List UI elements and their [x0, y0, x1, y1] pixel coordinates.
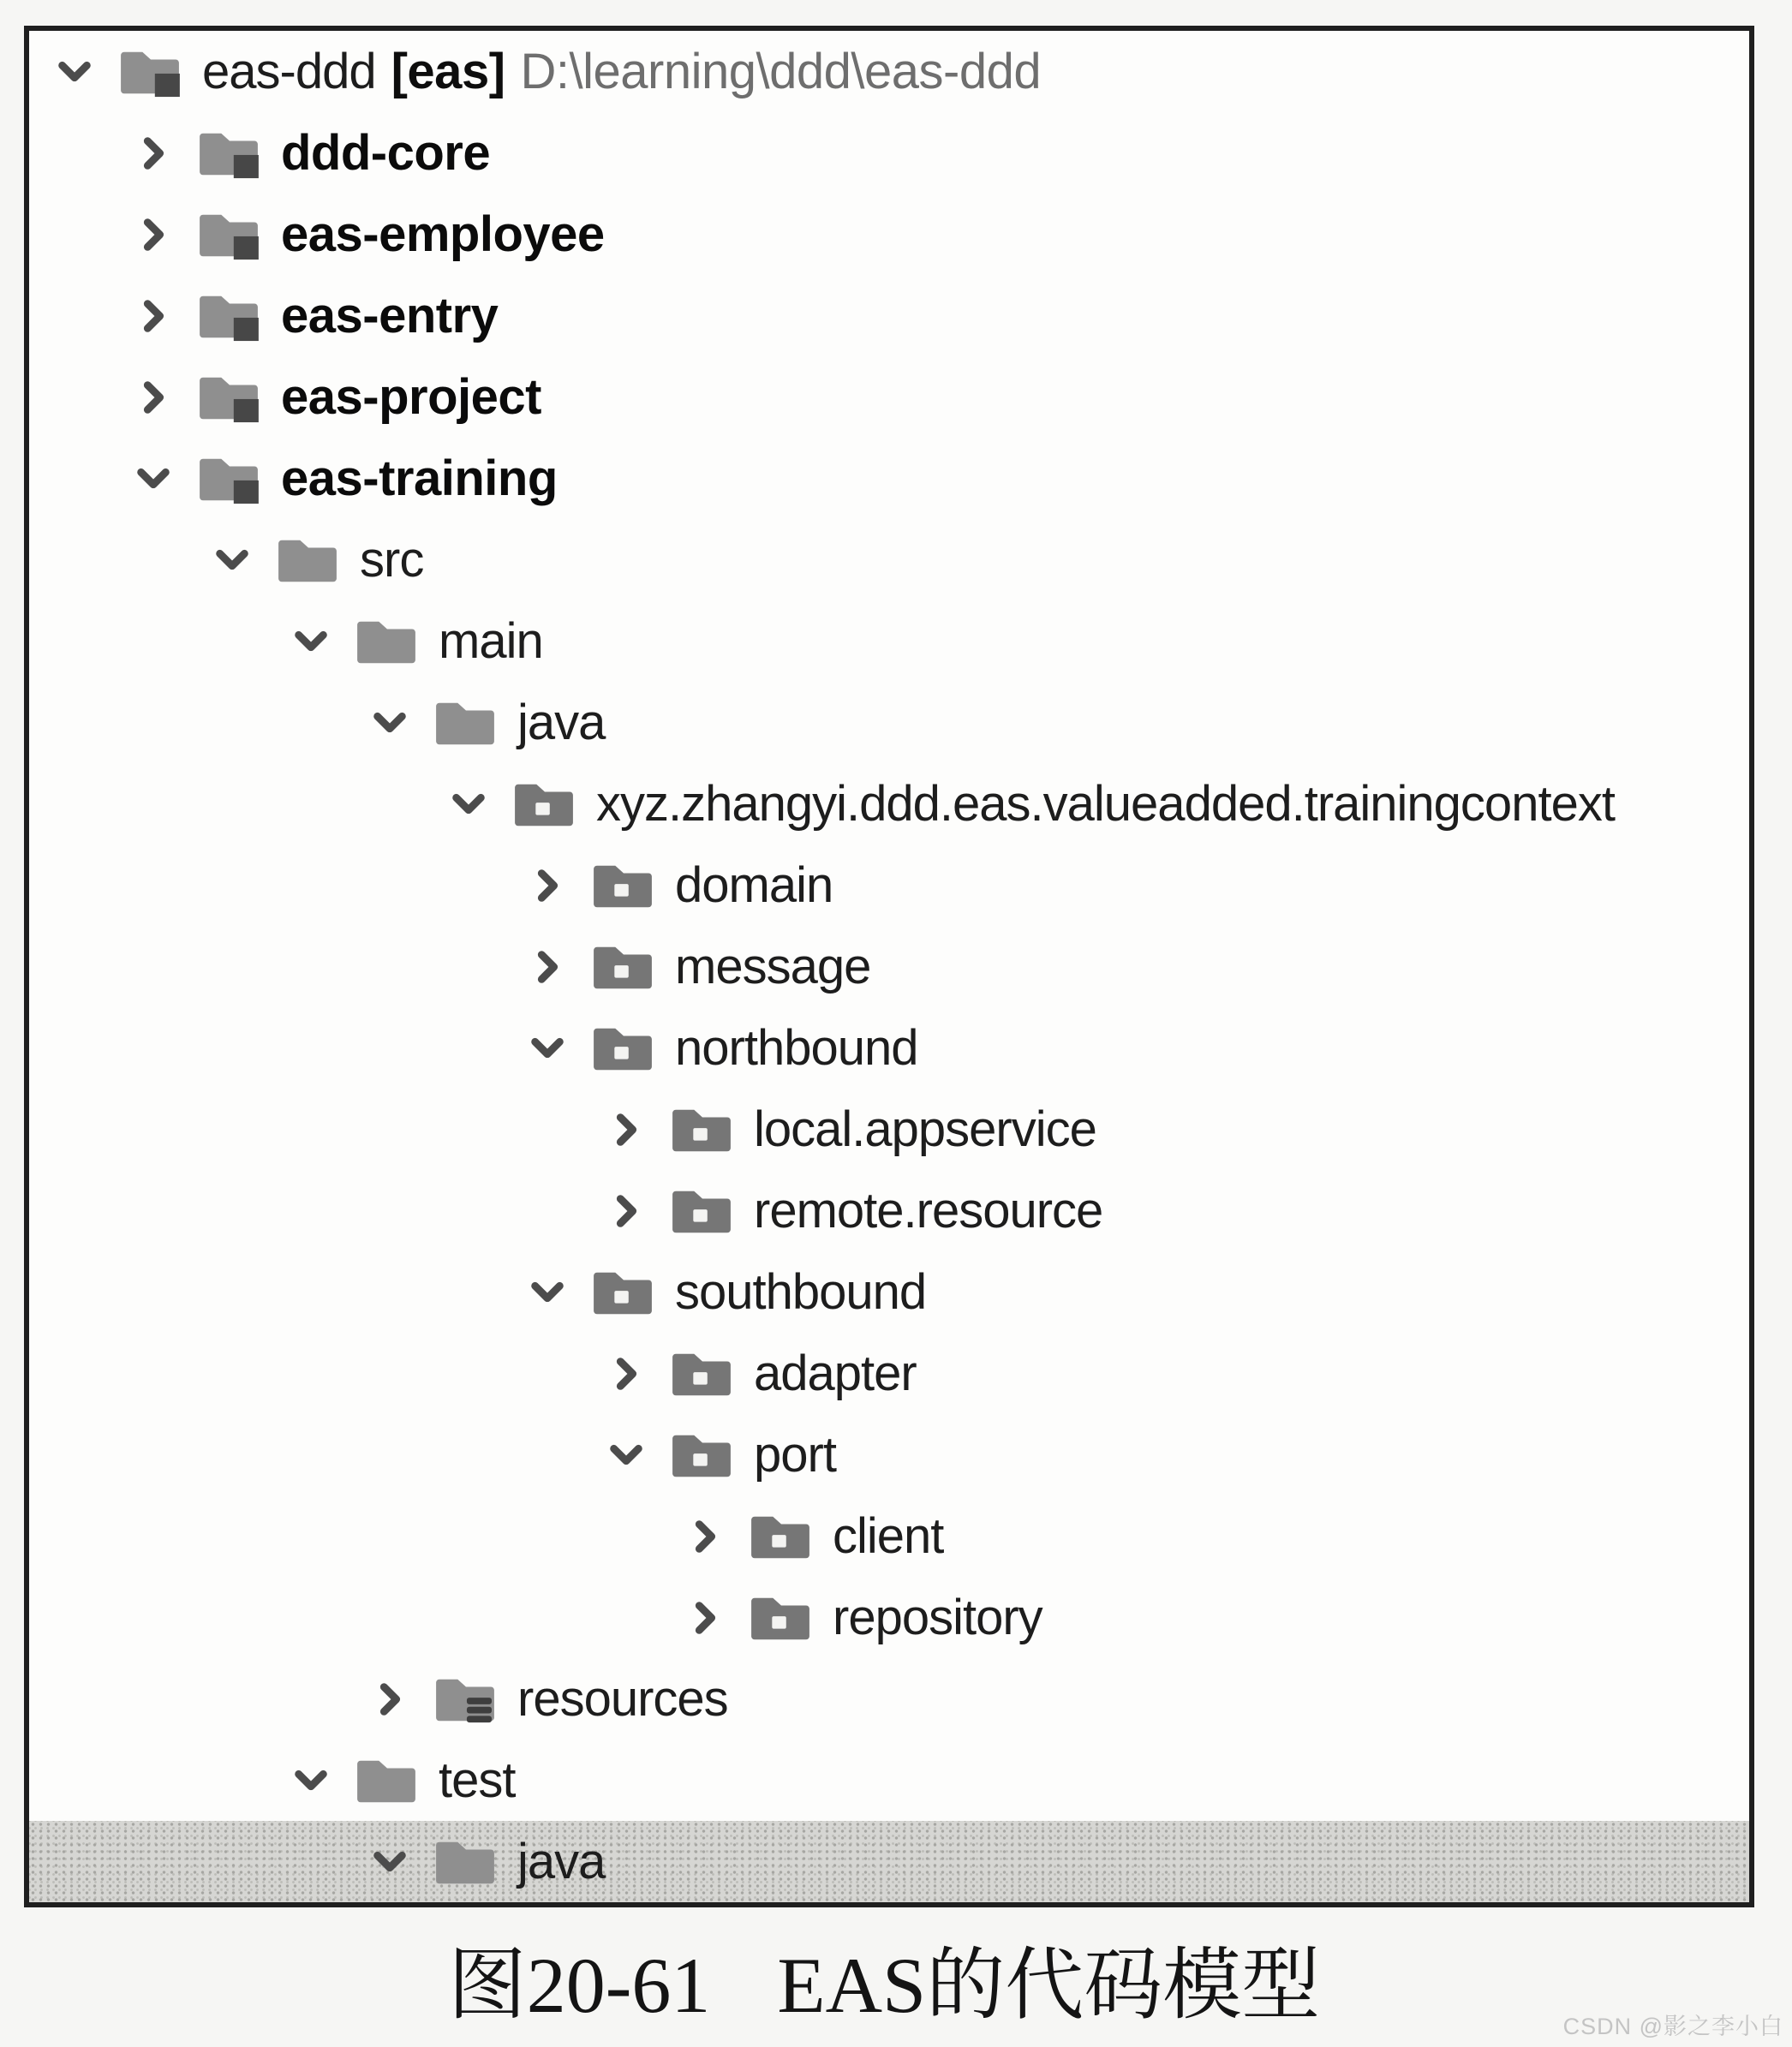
tree-item-path: D:\learning\ddd\eas-ddd [520, 44, 1042, 99]
tree-row[interactable] [29, 1170, 1749, 1251]
tree-row[interactable] [29, 194, 1749, 275]
chevron-right-icon[interactable] [134, 215, 173, 254]
tree-row[interactable] [29, 682, 1749, 763]
chevron-down-icon[interactable] [55, 52, 94, 92]
package-folder-icon [668, 1429, 735, 1482]
package-folder-icon [747, 1591, 814, 1644]
chevron-right-icon[interactable] [134, 134, 173, 173]
chevron-down-icon[interactable] [528, 1029, 567, 1068]
module-folder-icon [195, 289, 262, 343]
tree-item-label: client [833, 1508, 944, 1564]
module-folder-icon [195, 208, 262, 261]
tree-row[interactable] [29, 1658, 1749, 1740]
module-folder-icon [195, 452, 262, 505]
chevron-down-icon[interactable] [134, 459, 173, 498]
package-folder-icon [668, 1103, 735, 1156]
chevron-down-icon[interactable] [291, 622, 331, 661]
chevron-down-icon[interactable] [370, 1842, 409, 1882]
tree-item-label: adapter [754, 1346, 917, 1401]
tree-row[interactable] [29, 763, 1749, 844]
tree-item-label: resources [517, 1671, 728, 1727]
tree-row[interactable] [29, 1251, 1749, 1333]
tree-row[interactable] [29, 1007, 1749, 1089]
module-folder-icon [195, 127, 262, 180]
tree-item-label: src [360, 532, 424, 588]
chevron-down-icon[interactable] [291, 1761, 331, 1800]
tree-row[interactable] [29, 1740, 1749, 1821]
chevron-right-icon[interactable] [370, 1680, 409, 1719]
tree-item-label: eas-entry [281, 288, 499, 343]
package-folder-icon [589, 1022, 656, 1075]
tree-row[interactable] [29, 31, 1749, 112]
tree-row[interactable] [29, 1414, 1749, 1495]
tree-item-label: local.appservice [754, 1101, 1096, 1157]
tree-row[interactable] [29, 1089, 1749, 1170]
package-folder-icon [668, 1347, 735, 1400]
tree-row[interactable] [29, 438, 1749, 519]
chevron-right-icon[interactable] [685, 1517, 725, 1556]
package-folder-icon [511, 778, 577, 831]
figure-caption-number: 图20-61 [447, 1942, 711, 2029]
chevron-right-icon[interactable] [606, 1191, 646, 1231]
tree-item-label: northbound [675, 1020, 918, 1076]
tree-row[interactable] [29, 1577, 1749, 1658]
figure-caption-title: EAS的代码模型 [777, 1942, 1321, 2029]
module-folder-icon [195, 371, 262, 424]
tree-item-qualifier: [eas] [391, 44, 505, 99]
tree-item-label: repository [833, 1590, 1042, 1645]
tree-row[interactable] [29, 1821, 1749, 1902]
tree-item-label: eas-employee [281, 206, 605, 262]
package-folder-icon [668, 1185, 735, 1238]
folder-icon [353, 1754, 420, 1807]
project-tree-panel [24, 26, 1754, 1907]
tree-item-label: remote.resource [754, 1183, 1103, 1238]
tree-row[interactable] [29, 275, 1749, 356]
figure-caption [24, 1922, 1744, 2035]
tree-row[interactable] [29, 112, 1749, 194]
tree-row[interactable] [29, 926, 1749, 1007]
tree-item-label: xyz.zhangyi.ddd.eas.valueadded.trainingcontext [596, 776, 1615, 832]
tree-item-label: domain [675, 857, 833, 913]
chevron-right-icon[interactable] [606, 1110, 646, 1149]
chevron-down-icon[interactable] [606, 1435, 646, 1475]
tree-row[interactable] [29, 600, 1749, 682]
chevron-right-icon[interactable] [528, 947, 567, 987]
tree-item-label: eas-project [281, 369, 541, 425]
package-folder-icon [589, 859, 656, 912]
folder-icon [432, 696, 499, 749]
chevron-right-icon[interactable] [134, 378, 173, 417]
chevron-down-icon[interactable] [528, 1273, 567, 1312]
project-tree [29, 31, 1749, 1902]
tree-row[interactable] [29, 1333, 1749, 1414]
chevron-right-icon[interactable] [606, 1354, 646, 1394]
tree-item-label: port [754, 1427, 836, 1483]
tree-row[interactable] [29, 1495, 1749, 1577]
chevron-right-icon[interactable] [685, 1598, 725, 1638]
package-folder-icon [747, 1510, 814, 1563]
tree-item-label: southbound [675, 1264, 927, 1320]
chevron-right-icon[interactable] [528, 866, 567, 905]
chevron-down-icon[interactable] [212, 540, 252, 580]
tree-item-label: message [675, 939, 871, 994]
watermark: CSDN @影之李小白 [1562, 2014, 1783, 2039]
tree-item-label: main [439, 613, 543, 669]
chevron-down-icon[interactable] [370, 703, 409, 743]
tree-row[interactable] [29, 844, 1749, 926]
tree-item-label: ddd-core [281, 125, 491, 181]
folder-icon [353, 615, 420, 668]
package-folder-icon [589, 940, 656, 994]
package-folder-icon [589, 1266, 656, 1319]
tree-item-label: test [439, 1752, 516, 1808]
tree-item-label: java [517, 1834, 606, 1889]
resources-folder-icon [432, 1673, 499, 1726]
chevron-right-icon[interactable] [134, 296, 173, 336]
tree-row[interactable] [29, 356, 1749, 438]
folder-icon [274, 534, 341, 587]
chevron-down-icon[interactable] [449, 785, 488, 824]
module-folder-icon [116, 45, 183, 98]
tree-item-label: eas-training [281, 451, 558, 506]
folder-icon [432, 1835, 499, 1889]
tree-item-label: java [517, 695, 606, 750]
tree-row[interactable] [29, 519, 1749, 600]
tree-item-label: eas-ddd [202, 44, 376, 99]
